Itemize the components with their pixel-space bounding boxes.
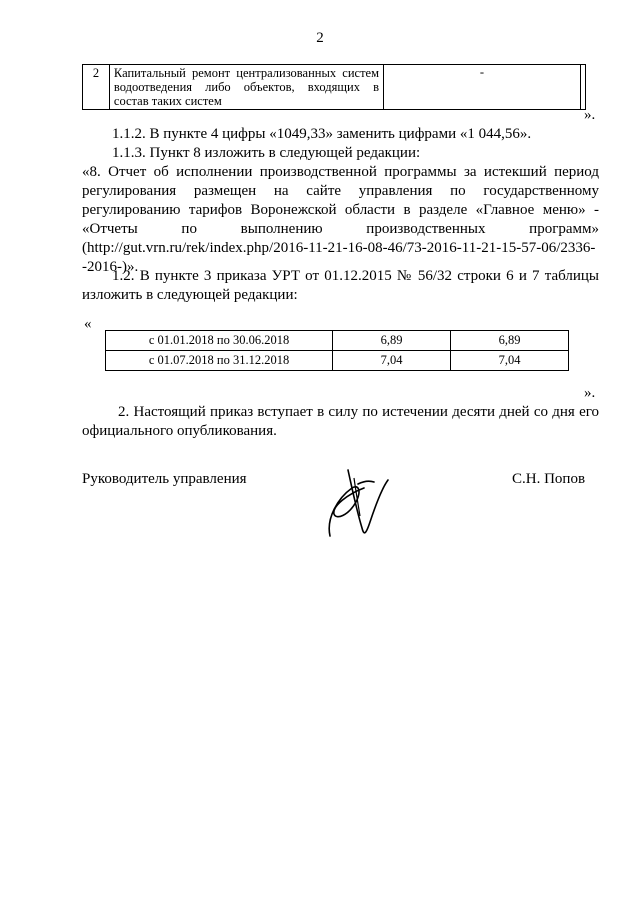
paragraph-8-line: -2016-)».: [82, 259, 139, 275]
value-cell: 6,89: [451, 331, 569, 351]
value-cell: 7,04: [451, 351, 569, 371]
period-cell: с 01.01.2018 по 30.06.2018: [106, 331, 333, 351]
paragraph-1-1-3: 1.1.3. Пункт 8 изложить в следующей редакции:: [112, 145, 421, 161]
row-description: [109, 65, 383, 110]
value-cell: 6,89: [333, 331, 451, 351]
paragraph-1-2-line: 1.2. В пункте 3 приказа УРТ от 01.12.2015 № 56/32 строки 6 и 7 таблицы: [112, 268, 599, 284]
paragraph-1-1-2: 1.1.2. В пункте 4 цифры «1049,33» заменить цифрами «1 044,56».: [112, 126, 532, 142]
signatory-position: Руководитель управления: [82, 471, 247, 487]
table-row: [106, 331, 569, 351]
paragraph-8-line: регулирования размещен на сайте управления по государственному: [82, 183, 599, 199]
table2-closing-quote: ».: [584, 385, 596, 401]
period-cell: с 01.07.2018 по 31.12.2018: [106, 351, 333, 371]
paragraph-8-line: (http://gut.vrn.ru/rek/index.php/2016-11-21-16-08-46/73-2016-11-21-15-57-06/2336-: [82, 240, 596, 256]
paragraph-1-2-line: изложить в следующей редакции:: [82, 287, 298, 303]
table-row: [106, 351, 569, 371]
handwritten-signature: [318, 458, 398, 548]
paragraph-8-line: «8. Отчет об исполнении производственной программы за истекший период: [82, 164, 599, 180]
table-capital-repair: [82, 64, 586, 110]
table1-closing-quote: ».: [584, 107, 596, 123]
value-cell: 7,04: [333, 351, 451, 371]
table-row: [83, 65, 586, 110]
paragraph-8-line: регулированию тарифов Воронежской области в разделе «Главное меню» -: [82, 202, 599, 218]
paragraph-8-line: «Отчеты по выполнению производственных программ»: [82, 221, 599, 237]
paragraph-2-line: официального опубликования.: [82, 423, 277, 439]
desc-line: водоотведения либо объектов, входящих в: [113, 80, 380, 94]
row-number: 2: [83, 65, 110, 110]
table2-open-quote: «: [84, 316, 92, 332]
row-value: -: [384, 65, 581, 110]
page-number: 2: [316, 30, 324, 46]
signatory-name: С.Н. Попов: [512, 471, 586, 487]
row-spacer: [581, 65, 586, 110]
table-rates: [105, 330, 569, 371]
desc-line: состав таких систем: [113, 94, 222, 108]
paragraph-2-line: 2. Настоящий приказ вступает в силу по истечении десяти дней со дня его: [118, 404, 599, 420]
desc-line: Капитальный ремонт централизованных систем: [113, 66, 380, 80]
